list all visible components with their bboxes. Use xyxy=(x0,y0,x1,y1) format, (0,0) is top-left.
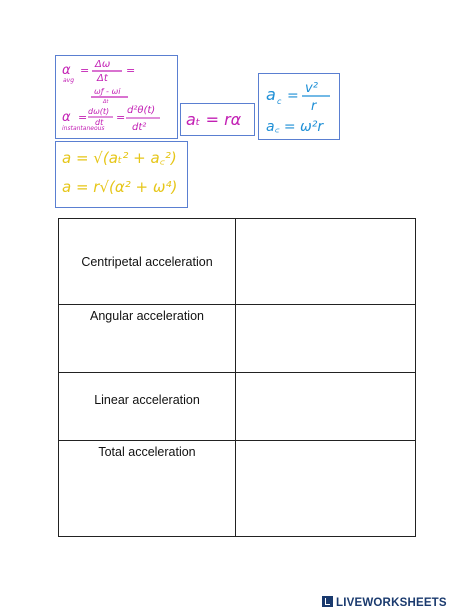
ac-omega-squared-r-text: a꜀ = ω²r xyxy=(266,119,324,135)
alpha-avg-symbol: α xyxy=(62,63,71,78)
acceleration-table xyxy=(58,218,416,537)
row-label-linear: Linear acceleration xyxy=(94,392,200,407)
svg-text:=: = xyxy=(116,111,126,124)
formula-instantaneous-angular-accel xyxy=(62,105,160,133)
svg-text:c: c xyxy=(277,97,282,106)
omega-f-minus-i-text: ωƒ - ωi xyxy=(94,87,121,96)
avg-subscript: avg xyxy=(63,77,75,84)
table-label-cell xyxy=(59,305,236,373)
formula-total-accel xyxy=(62,149,177,196)
svg-text:=: = xyxy=(80,64,90,77)
answer-cell-linear[interactable] xyxy=(236,373,416,441)
row-label-centripetal: Centripetal acceleration xyxy=(81,254,213,269)
d2-theta-text: d²θ(t) xyxy=(127,105,156,116)
row-label-total: Total acceleration xyxy=(98,445,196,459)
total-accel-line-1: a = √(aₜ² + a꜀²) xyxy=(62,149,177,167)
svg-text:=: = xyxy=(78,111,88,124)
delta-t-small-text: Δt xyxy=(103,99,109,105)
formula-average-angular-accel xyxy=(62,59,135,105)
table-label-cell xyxy=(59,441,236,537)
answer-cell-total[interactable] xyxy=(236,441,416,537)
total-accel-line-2: a = r√(α² + ω⁴) xyxy=(62,178,178,196)
table-label-cell xyxy=(59,373,236,441)
dt2-text: dt² xyxy=(132,122,147,133)
table-row xyxy=(59,373,416,441)
formula-centripetal xyxy=(266,81,330,135)
table-row xyxy=(59,305,416,373)
liveworksheets-icon xyxy=(322,596,333,607)
liveworksheets-logo[interactable] xyxy=(322,596,447,609)
dt-text: dt xyxy=(95,118,104,127)
v-squared-text: v² xyxy=(305,81,318,96)
row-label-angular: Angular acceleration xyxy=(90,309,204,323)
instantaneous-subscript: instantaneous xyxy=(62,125,105,132)
table-row xyxy=(59,441,416,537)
alpha-inst-symbol: α xyxy=(62,110,71,125)
d-omega-text: dω(t) xyxy=(88,107,110,116)
delta-t-text: Δt xyxy=(97,73,108,84)
answer-cell-centripetal[interactable] xyxy=(236,219,416,305)
svg-text:=: = xyxy=(287,88,299,104)
svg-text:=: = xyxy=(126,64,136,77)
table-row xyxy=(59,219,416,305)
formula-tangential: aₜ = rα xyxy=(186,110,242,129)
answer-cell-angular[interactable] xyxy=(236,305,416,373)
ac-lhs-text: a xyxy=(266,85,276,104)
table-label-cell xyxy=(59,219,236,305)
delta-omega-text: Δω xyxy=(95,59,111,70)
brand-text: LIVEWORKSHEETS xyxy=(336,597,447,609)
r-denominator-text: r xyxy=(311,99,317,114)
